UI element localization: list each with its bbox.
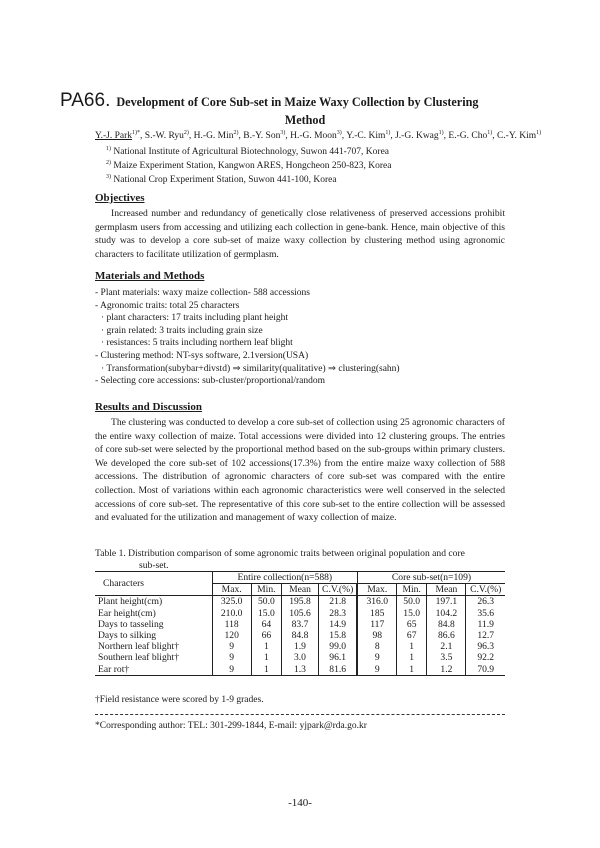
author-list: Y.-J. Park$^{1)*}$, S.-W. Ryu$^{2)}$, H.-G. Min$^{2)}$, B.-Y. Son$^{3)}$, H.-G. Moon$^{3)}$, Y.-C. Kim$^{1)}$, J.-G. Kwag$^{1)}$, E.-G. Cho$^{1)}$, C.-Y. Kim$^{1)}$ bbox=[95, 130, 542, 142]
affiliation bbox=[106, 158, 391, 172]
table-row bbox=[95, 608, 505, 619]
methods-list bbox=[95, 287, 400, 388]
footnote-divider bbox=[95, 714, 505, 715]
author-mark: 3) bbox=[336, 130, 342, 136]
subheader-cell: Mean bbox=[427, 584, 466, 596]
corresponding-author: *Corresponding author: TEL: 301-299-1844, E-mail: yjpark@rda.go.kr bbox=[95, 721, 367, 731]
table-cell: 117 bbox=[357, 619, 396, 630]
subheader-cell: Min. bbox=[397, 584, 427, 596]
table-cell: 3.5 bbox=[427, 652, 466, 663]
author bbox=[194, 131, 239, 141]
table-cell: 83.7 bbox=[282, 619, 319, 630]
table-row bbox=[95, 641, 505, 652]
table-row bbox=[95, 596, 505, 608]
author-name: B.-Y. Son bbox=[243, 131, 281, 142]
header-characters: Characters bbox=[95, 572, 212, 596]
row-label: Ear rot† bbox=[95, 664, 212, 676]
author bbox=[395, 131, 444, 141]
author-name: H.-G. Moon bbox=[290, 131, 337, 142]
table-cell: 15.0 bbox=[251, 608, 281, 619]
table-cell: 316.0 bbox=[357, 596, 396, 608]
table-cell: 21.8 bbox=[318, 596, 357, 608]
table-cell: 9 bbox=[212, 652, 251, 663]
page-number: -140- bbox=[288, 797, 312, 809]
table-cell: 325.0 bbox=[212, 596, 251, 608]
author-name: E.-G. Cho bbox=[448, 131, 488, 142]
methods-item: - Agronomic traits: total 25 characters bbox=[95, 300, 240, 311]
table-cell: 9 bbox=[357, 664, 396, 676]
methods-item: · Transformation(subybar+divstd) ⇒ similarity(qualitative) ⇒ clustering(sahn) bbox=[101, 363, 400, 374]
header-entire-collection: Entire collection(n=588) bbox=[212, 572, 357, 584]
author-mark: 2) bbox=[183, 130, 189, 136]
subheader-cell: Min. bbox=[251, 584, 281, 596]
author-mark: 2) bbox=[233, 130, 239, 136]
row-label: Days to tasseling bbox=[98, 618, 164, 630]
subheader-cell: Mean bbox=[282, 584, 319, 596]
table-cell: 15.8 bbox=[318, 630, 357, 641]
table-cell: 1 bbox=[251, 664, 281, 676]
author bbox=[448, 131, 492, 141]
table-cell: 9 bbox=[212, 664, 251, 676]
affiliation-text: National Crop Experiment Station, Suwon 441-100, Korea bbox=[111, 175, 337, 186]
table-row bbox=[95, 630, 505, 641]
table-cell: 3.0 bbox=[282, 652, 319, 663]
table-cell: 92.2 bbox=[466, 652, 505, 663]
table-cell: 12.7 bbox=[466, 630, 505, 641]
table-row bbox=[95, 664, 505, 676]
affiliation-text: Maize Experiment Station, Kangwon ARES, Hongcheon 250-823, Korea bbox=[111, 161, 392, 172]
methods-item: - Plant materials: waxy maize collection- 588 accessions bbox=[95, 288, 310, 298]
author-name: S.-W. Ryu bbox=[144, 131, 184, 142]
table-cell: 65 bbox=[397, 619, 427, 630]
table-cell: 1.3 bbox=[282, 664, 319, 676]
table-cell: 104.2 bbox=[427, 608, 466, 619]
table-cell: 1 bbox=[397, 652, 427, 663]
table-cell: 1 bbox=[397, 641, 427, 652]
table-cell: 1 bbox=[251, 641, 281, 652]
table-cell: 120 bbox=[212, 630, 251, 641]
methods-item: · grain related: 3 traits including grain size bbox=[101, 325, 263, 336]
table-row bbox=[95, 619, 505, 630]
table-cell: 8 bbox=[357, 641, 396, 652]
table-cell: 15.0 bbox=[397, 608, 427, 619]
table-caption-line1: Table 1. Distribution comparison of some agronomic traits between original population and core bbox=[95, 548, 465, 559]
author-name: H.-G. Min bbox=[193, 131, 234, 142]
data-table bbox=[95, 571, 505, 676]
table-cell: 64 bbox=[251, 619, 281, 630]
affiliation-mark: 3) bbox=[106, 174, 111, 181]
row-label: Plant height(cm) bbox=[98, 596, 163, 608]
table-cell: 99.0 bbox=[318, 641, 357, 652]
affiliation-mark: 2) bbox=[106, 160, 111, 167]
table-cell: 1 bbox=[251, 652, 281, 663]
table-cell: 26.3 bbox=[466, 596, 505, 608]
affiliation bbox=[106, 172, 391, 186]
methods-item: · plant characters: 17 traits including plant height bbox=[101, 313, 289, 324]
objectives-text: Increased number and redundancy of genetically close relativeness of preserved accessions prohibit germplasm users from accessing and utilizing each collection in gene-bank. Hence, main objective of this study was to develop a core sub-set of maize waxy collection by clustering method using agronomic characters to facilitate utilization of germplasm. bbox=[95, 208, 505, 260]
affiliation-mark: 1) bbox=[106, 146, 111, 152]
table-cell: 70.9 bbox=[466, 664, 505, 676]
table-cell: 118 bbox=[212, 619, 251, 630]
results-heading: Results and Discussion bbox=[95, 401, 202, 413]
author-mark: 1)* bbox=[132, 130, 141, 136]
table-cell: 96.1 bbox=[318, 652, 357, 663]
table-cell: 9 bbox=[212, 641, 251, 652]
table-cell: 11.9 bbox=[466, 619, 505, 630]
author-mark: 1) bbox=[487, 130, 493, 136]
affiliation-list bbox=[106, 144, 391, 186]
table-cell: 84.8 bbox=[282, 630, 319, 641]
table-cell: 35.6 bbox=[466, 608, 505, 619]
row-label: Ear height(cm) bbox=[98, 607, 156, 619]
table-caption bbox=[95, 548, 515, 571]
table-cell: 9 bbox=[357, 652, 396, 663]
table-cell: 210.0 bbox=[212, 608, 251, 619]
author bbox=[95, 131, 140, 141]
author-mark: 1) bbox=[385, 130, 391, 136]
author-name: Y.-C. Kim bbox=[346, 131, 386, 142]
table-cell: 1 bbox=[397, 664, 427, 676]
results-text: The clustering was conducted to develop a core sub-set of collection using 25 agronomic characters of the entire waxy collection of maize. Total accessions were divided into 12 clustering groups. The entries of core sub-set were selected by the proportional method based on the sub-groups within primary clusters. We developed the core sub-set of 102 accessions(17.3%) from the entire maize waxy collection of 588 accessions. The distribution of agronomic characters of core sub-set was compared with the entire collection. Most of variations within each agronomic characteristics were well conserved in the selected accessions of core sub-set. The representative of this core sub-set to the entire collection will be assessed and evaluated for the utilization and management of waxy collection of maize. bbox=[95, 417, 505, 524]
row-label: Northern leaf blight† bbox=[98, 641, 179, 653]
author-name: C.-Y. Kim bbox=[496, 131, 537, 142]
table-cell: 50.0 bbox=[251, 596, 281, 608]
table-cell: 98 bbox=[357, 630, 396, 641]
table-cell: 67 bbox=[397, 630, 427, 641]
table-cell: 2.1 bbox=[427, 641, 466, 652]
methods-item: - Clustering method: NT-sys software, 2.1version(USA) bbox=[95, 350, 309, 361]
abstract-code: PA66. bbox=[60, 90, 111, 111]
table-cell: 50.0 bbox=[397, 596, 427, 608]
methods-item: · resistances: 5 traits including northern leaf blight bbox=[101, 338, 293, 349]
author-name: Y.-J. Park bbox=[95, 131, 133, 142]
author bbox=[290, 131, 342, 141]
author bbox=[497, 131, 541, 141]
paper-title-line2: Method bbox=[284, 113, 326, 127]
table-cell: 28.3 bbox=[318, 608, 357, 619]
objectives-heading: Objectives bbox=[95, 192, 145, 204]
author-mark: 1) bbox=[536, 130, 542, 136]
author-mark: 1) bbox=[438, 130, 444, 136]
subheader-cell: Max. bbox=[357, 584, 396, 596]
table-row bbox=[95, 652, 505, 663]
author bbox=[346, 131, 390, 141]
subheader-cell: Max. bbox=[212, 584, 251, 596]
table-caption-line2: sub-set. bbox=[139, 559, 169, 571]
header-core-subset: Core sub-set(n=109) bbox=[357, 572, 505, 584]
subheader-cell: C.V.(%) bbox=[318, 584, 357, 596]
author bbox=[243, 131, 285, 141]
affiliation bbox=[106, 144, 391, 158]
table-cell: 66 bbox=[251, 630, 281, 641]
table-cell: 81.6 bbox=[318, 664, 357, 676]
paper-title: Development of Core Sub-set in Maize Waxy Collection by Clustering bbox=[116, 95, 479, 109]
table-footnote: †Field resistance were scored by 1-9 grades. bbox=[95, 695, 264, 705]
title-block bbox=[60, 90, 550, 128]
author-name: J.-G. Kwag bbox=[395, 131, 439, 142]
author-mark: 3) bbox=[280, 130, 286, 136]
table-cell: 14.9 bbox=[318, 619, 357, 630]
affiliation-text: National Institute of Agricultural Biotechnology, Suwon 441-707, Korea bbox=[111, 147, 390, 158]
table-cell: 1.9 bbox=[282, 641, 319, 652]
subheader-cell: C.V.(%) bbox=[466, 584, 505, 596]
methods-heading: Materials and Methods bbox=[95, 270, 205, 282]
row-label: Days to silking bbox=[98, 630, 157, 642]
table-cell: 105.6 bbox=[282, 608, 319, 619]
table-cell: 185 bbox=[357, 608, 396, 619]
table-cell: 84.8 bbox=[427, 619, 466, 630]
table-cell: 195.8 bbox=[282, 596, 319, 608]
table-cell: 1.2 bbox=[427, 664, 466, 676]
table-cell: 197.1 bbox=[427, 596, 466, 608]
author bbox=[145, 131, 189, 141]
table-cell: 86.6 bbox=[427, 630, 466, 641]
row-label: Southern leaf blight† bbox=[98, 652, 179, 664]
methods-item: - Selecting core accessions: sub-cluster/proportional/random bbox=[95, 376, 326, 387]
table-cell: 96.3 bbox=[466, 641, 505, 652]
